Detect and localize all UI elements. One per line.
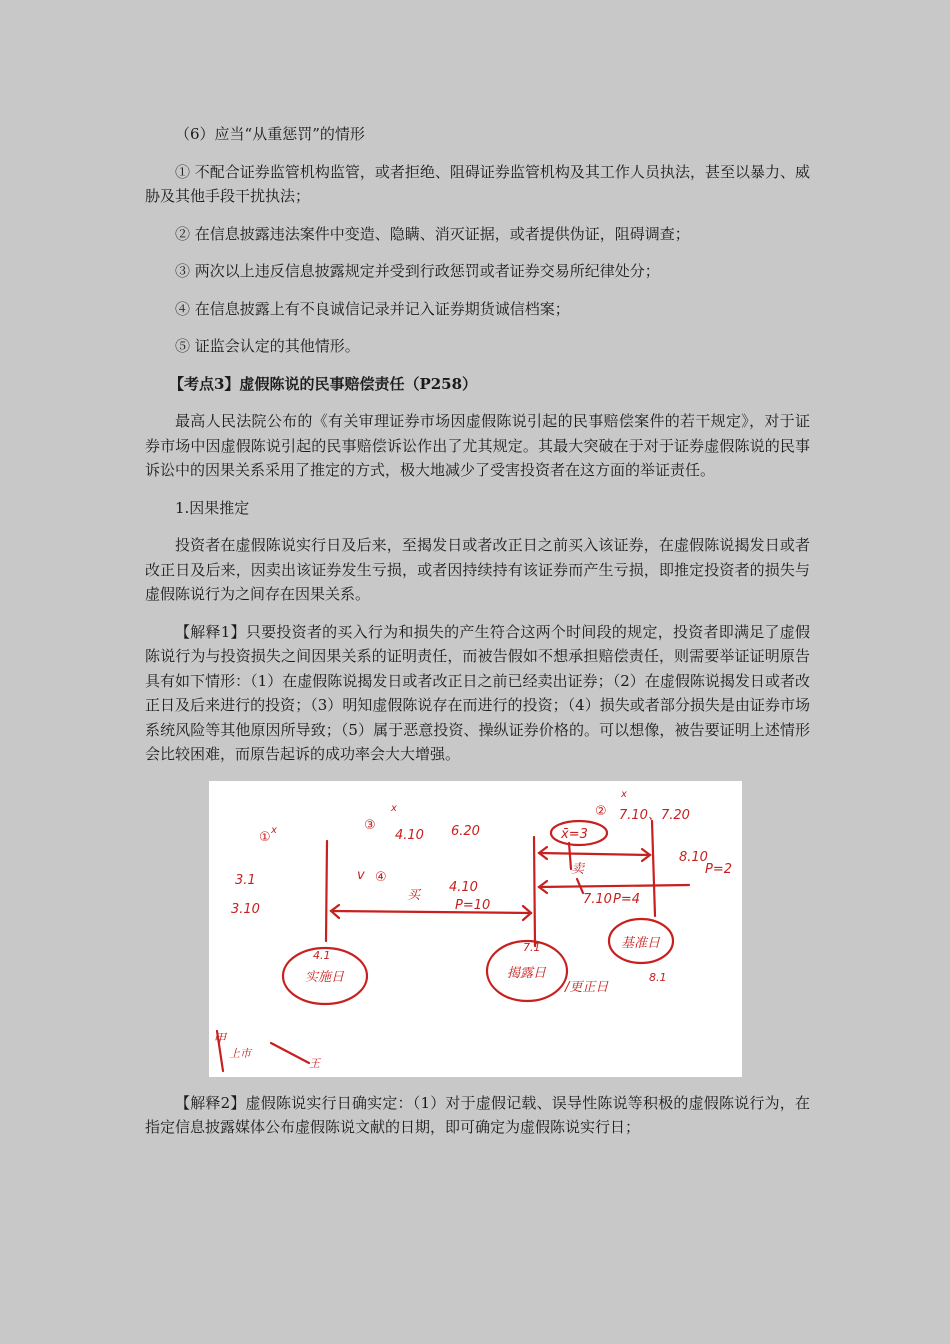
label-dates-7-10-7-20: 7.10、7.20	[619, 807, 690, 823]
section-heading: 1.因果推定	[175, 498, 250, 517]
label-price-2: P=2	[705, 861, 733, 877]
list-item: ② 在信息披露违法案件中变造、隐瞒、消灭证据，或者提供伪证，阻碍调查；	[175, 224, 690, 243]
label-date-6-20: 6.20	[451, 823, 480, 839]
intro-paragraph: 最高人民法院公布的《有关审理证券市场因虚假陈说引起的民事赔偿案件的若干规定》，对于证券市场中因虚假陈说引起的民事赔偿诉讼作出了尤其规定。其最大突破在于对于证券虚假陈说的民事诉讼中的因果关系采用了推定的方式，极大地减少了受害投资者在这方面的举证责任。	[145, 412, 810, 479]
label-xbar: x̄=3	[561, 826, 588, 842]
list-item: ④ 在信息披露上有不良诚信记录并记入证券期货诚信档案；	[175, 299, 570, 318]
label-circle-2: ②	[595, 803, 607, 819]
document-body	[145, 122, 810, 1153]
label-shangshi: 上市	[229, 1046, 251, 1060]
explanation-1: 【解释1】只要投资者的买入行为和损失的产生符合这两个时间段的规定，投资者即满足了虚假陈说行为与投资损失之间因果关系的证明责任，而被告假如不想承担赔偿责任，则需要举证证明原告具有如下情形：（1）在虚假陈说揭发日或者改正日之前已经卖出证券；（2）在虚假陈说揭发日或者改正日及后来进行的投资；（3）明知虚假陈说存在而进行的投资；（4）损失或者部分损失是由证券市场系统风险等其他原因所导致；（5）属于恶意投资、操纵证券价格的。可以想像，被告要证明上述情形会比较困难，而原告起诉的成功率会大大增强。	[145, 622, 810, 763]
explanation-2: 【解释2】虚假陈说实行日确实定：（1）对于虚假记载、误导性陈说等积极的虚假陈说行为，在指定信息披露媒体公布虚假陈说文献的日期，即可确定为虚假陈说实行日；	[145, 1093, 810, 1136]
label-circle-4: ④	[375, 869, 387, 885]
label-date-7-10: 7.10	[583, 891, 612, 907]
label-price-4: P=4	[613, 891, 641, 907]
label-date-4-10-b: 4.10	[449, 879, 478, 895]
label-circle-1: ①	[259, 829, 271, 845]
handwritten-timeline-figure	[209, 781, 742, 1077]
label-date-4-10-a: 4.10	[395, 827, 424, 843]
label-date-3-1: 3.1	[235, 872, 256, 888]
label-wang: 王	[309, 1056, 320, 1070]
heading-item-6: （6）应当“从重惩罚”的情形	[175, 125, 365, 143]
label-check: v	[357, 867, 365, 883]
label-shishi-ri: 实施日	[305, 969, 345, 985]
list-item: ③ 两次以上违反信息披露规定并受到行政惩罚或者证券交易所纪律处分；	[175, 262, 660, 280]
label-jizhun-ri: 基准日	[621, 935, 661, 951]
label-x-1: x	[271, 824, 277, 836]
label-date-4-1: 4.1	[313, 948, 331, 962]
label-jia: 甲	[213, 1031, 227, 1047]
timeline-sketch	[209, 781, 742, 1077]
label-date-3-10: 3.10	[231, 901, 260, 917]
kaodian-heading: 【考点3】虚假陈说的民事赔偿责任（P258）	[169, 374, 478, 393]
label-date-7-1: 7.1	[523, 940, 541, 954]
label-x-2: x	[621, 788, 627, 800]
label-gengzheng-ri: /更正日	[565, 979, 609, 995]
list-item: ① 不配合证券监管机构监管，或者拒绝、阻碍证券监管机构及其工作人员执法，甚至以暴力、威胁及其他手段干扰执法；	[145, 162, 810, 205]
label-circle-3: ③	[364, 817, 376, 833]
label-x-3: x	[391, 802, 397, 814]
label-buy: 买	[407, 887, 421, 903]
list-item: ⑤ 证监会认定的其他情形。	[175, 337, 360, 355]
label-jielu-ri: 揭露日	[507, 965, 547, 981]
label-sell: 卖	[571, 861, 585, 877]
section-paragraph: 投资者在虚假陈说实行日及后来，至揭发日或者改正日之前买入该证券，在虚假陈说揭发日或者改正日及后来，因卖出该证券发生亏损，或者因持续持有该证券而产生亏损，即推定投资者的损失与虚假陈说行为之间存在因果关系。	[145, 536, 810, 603]
label-price-10: P=10	[455, 897, 491, 913]
label-date-8-1: 8.1	[649, 970, 667, 984]
label-date-8-10: 8.10	[679, 849, 708, 865]
